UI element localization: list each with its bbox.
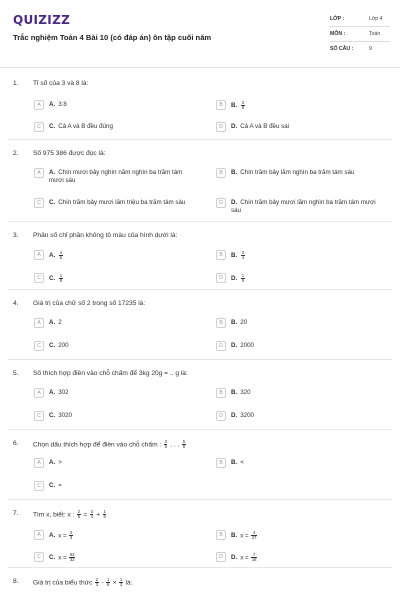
fraction <box>251 553 257 562</box>
option-letter: B. <box>231 169 238 176</box>
option-text <box>231 100 246 110</box>
option-letter: C. <box>49 199 56 206</box>
meta-label: LỚP : <box>330 16 345 22</box>
fraction <box>59 251 62 260</box>
option-box[interactable]: B <box>216 168 226 178</box>
option-text: C. Chín trăm bảy mươi lăm triệu ba trăm tám sáu <box>49 199 186 206</box>
option-text: A. 3:8 <box>49 101 67 108</box>
option-text: A. x = $\frac{2}{3}$ <box>49 530 73 541</box>
option-text: D. 2000 <box>231 342 254 349</box>
numerator: 1 <box>103 509 106 514</box>
option-c[interactable] <box>34 341 194 351</box>
numerator: 2 <box>77 509 81 514</box>
option-box[interactable]: D <box>216 411 226 421</box>
option-a[interactable] <box>34 100 194 110</box>
option-d[interactable] <box>216 341 376 351</box>
option-box[interactable]: C <box>34 341 44 351</box>
option-box[interactable]: B <box>216 388 226 398</box>
fraction <box>59 274 62 283</box>
option-text: A. 2 <box>49 319 62 326</box>
option-text: D. 3200 <box>231 412 254 419</box>
denominator: 8 <box>241 105 245 111</box>
question-number: 7. <box>13 510 19 517</box>
option-letter: D. <box>231 342 238 349</box>
option-a[interactable] <box>34 168 194 185</box>
option-letter: D. <box>231 123 238 130</box>
option-box[interactable]: D <box>216 552 226 562</box>
meta-label: SỐ CÂU : <box>330 46 354 52</box>
option-b[interactable] <box>216 168 376 178</box>
question-number: 8. <box>13 578 19 585</box>
question-number: 4. <box>13 300 19 307</box>
denominator: 6 <box>103 514 106 520</box>
question-divider <box>8 567 392 568</box>
option-b[interactable] <box>216 530 376 540</box>
option-b[interactable] <box>216 250 376 260</box>
option-letter: D. <box>231 199 238 206</box>
numerator: 5 <box>182 439 186 444</box>
numerator: 4 <box>59 250 63 255</box>
option-box[interactable]: C <box>34 198 44 208</box>
fraction <box>69 531 72 540</box>
option-letter: A. <box>49 252 56 260</box>
option-box[interactable]: D <box>216 341 226 351</box>
fraction <box>103 510 106 519</box>
option-d[interactable] <box>216 198 376 215</box>
numerator: 1 <box>241 273 245 278</box>
option-box[interactable]: A <box>34 458 44 468</box>
option-d[interactable] <box>216 273 376 283</box>
option-text: B. x = $\frac{4}{27}$ <box>231 530 257 541</box>
question-number: 1. <box>13 80 19 87</box>
question-text: Số thích hợp điền vào chỗ chấm để 3kg 20g = .. g là: <box>33 370 188 377</box>
denominator: 5 <box>59 255 63 261</box>
option-c[interactable] <box>34 552 194 562</box>
option-text: B. 320 <box>231 389 251 396</box>
question-text: Tỉ số của 3 và 8 là: <box>33 80 89 87</box>
question-text: Chọn dấu thích hợp để điền vào chỗ chấm : $\frac{3}{5}$ . . . $\frac{5}{8}$ <box>33 439 186 450</box>
question-text: Giá trị của chữ số 2 trong số 17235 là: <box>33 300 146 307</box>
denominator: 8 <box>182 444 186 450</box>
option-a[interactable] <box>34 250 194 260</box>
question-text: Tìm x, biết: x : $\frac{2}{5}$ = $\frac{3}{4}$ + $\frac{1}{6}$ <box>33 509 106 520</box>
fraction <box>241 251 244 260</box>
option-box[interactable]: A <box>34 388 44 398</box>
question-divider <box>8 499 392 500</box>
question-number: 3. <box>13 232 19 239</box>
denominator: 5 <box>241 278 245 284</box>
option-letter: A. <box>49 459 56 466</box>
fraction <box>251 531 257 540</box>
numerator: 2 <box>69 530 73 535</box>
denominator: 8 <box>59 278 63 284</box>
question-divider <box>8 289 392 290</box>
option-text: A. > <box>49 459 62 466</box>
option-letter: B. <box>231 102 238 110</box>
option-c[interactable] <box>34 273 194 283</box>
fraction <box>77 510 80 519</box>
option-letter: C. <box>49 482 56 489</box>
denominator: 3 <box>95 582 99 588</box>
option-b[interactable] <box>216 388 376 398</box>
numerator: 1 <box>106 577 110 582</box>
denominator: 18 <box>251 557 257 563</box>
question-number: 6. <box>13 440 19 447</box>
option-box[interactable]: A <box>34 168 44 178</box>
option-text <box>49 273 64 283</box>
option-letter: C. <box>49 275 56 283</box>
denominator: 27 <box>251 535 257 541</box>
option-letter: D. <box>231 554 238 562</box>
option-b[interactable] <box>216 318 376 328</box>
option-letter: B. <box>231 319 238 326</box>
meta-value: Lớp 4 <box>369 16 383 22</box>
option-letter: A. <box>49 389 56 396</box>
numerator: 3 <box>241 100 245 105</box>
option-box[interactable]: D <box>216 273 226 283</box>
fraction <box>164 440 167 449</box>
question-number: 2. <box>13 150 19 157</box>
option-box[interactable]: B <box>216 100 226 110</box>
question-divider <box>8 221 392 222</box>
fraction <box>241 274 244 283</box>
denominator: 5 <box>77 514 81 520</box>
option-b[interactable] <box>216 100 376 110</box>
option-box[interactable]: C <box>34 552 44 562</box>
numerator: 3 <box>164 439 167 444</box>
option-box[interactable]: B <box>216 318 226 328</box>
option-text: A. Chín mươi bảy nghìn năm nghìn ba trăm tám mươi sáu <box>49 169 183 184</box>
denominator: 4 <box>241 255 245 261</box>
numerator: 2 <box>95 577 99 582</box>
numerator: 3 <box>241 250 245 255</box>
option-c[interactable] <box>34 481 194 491</box>
fraction <box>182 440 185 449</box>
option-text: B. < <box>231 459 244 466</box>
denominator: 32 <box>69 557 75 563</box>
option-text: D. Cả A và B đều sai <box>231 123 290 130</box>
option-box[interactable]: A <box>34 250 44 260</box>
fraction <box>106 578 109 587</box>
option-text <box>231 250 246 260</box>
option-letter: B. <box>231 532 238 540</box>
meta-value: 9 <box>369 46 372 52</box>
option-text: A. 302 <box>49 389 69 396</box>
option-box[interactable]: D <box>216 198 226 208</box>
question-number: 5. <box>13 370 19 377</box>
option-text: B. 20 <box>231 319 248 326</box>
option-text: C. 200 <box>49 342 69 349</box>
option-letter: C. <box>49 342 56 349</box>
question-text: Giá trị của biểu thức $\frac{2}{3}$ - $\frac{1}{6}$ × $\frac{1}{3}$ là: <box>33 577 133 588</box>
meta-value: Toán <box>369 31 381 37</box>
option-letter: A. <box>49 169 56 176</box>
option-text: C. Cả A và B đều đúng <box>49 123 113 130</box>
option-letter: D. <box>231 412 238 419</box>
option-box[interactable]: B <box>216 458 226 468</box>
question-text: Số 975 386 được đọc là: <box>33 150 106 157</box>
option-box[interactable]: A <box>34 100 44 110</box>
question-divider <box>8 139 392 140</box>
denominator: 3 <box>69 535 73 541</box>
option-box[interactable]: A <box>34 318 44 328</box>
option-d[interactable] <box>216 122 376 132</box>
option-text: C. = <box>49 482 62 489</box>
option-c[interactable] <box>34 198 194 208</box>
denominator: 3 <box>119 582 123 588</box>
question-divider <box>8 359 392 360</box>
option-b[interactable] <box>216 458 376 468</box>
option-a[interactable] <box>34 458 194 468</box>
numerator: 1 <box>119 577 123 582</box>
option-letter: A. <box>49 532 56 540</box>
option-letter: C. <box>49 412 56 419</box>
option-box[interactable]: A <box>34 530 44 540</box>
option-box[interactable]: C <box>34 122 44 132</box>
option-box[interactable]: B <box>216 250 226 260</box>
option-box[interactable]: C <box>34 411 44 421</box>
option-letter: A. <box>49 101 56 108</box>
numerator: 4 <box>253 530 256 535</box>
denominator: 4 <box>90 514 93 520</box>
option-a[interactable] <box>34 388 194 398</box>
option-d[interactable] <box>216 411 376 421</box>
option-box[interactable]: D <box>216 122 226 132</box>
option-a[interactable] <box>34 318 194 328</box>
option-letter: D. <box>231 275 238 283</box>
quizizz-logo: QUIZIZZ <box>13 13 71 27</box>
fraction <box>69 553 75 562</box>
option-c[interactable] <box>34 411 194 421</box>
page-title: Trắc nghiệm Toán 4 Bài 10 (có đáp án) ôn tập cuối năm <box>13 33 212 42</box>
fraction <box>119 578 122 587</box>
option-text <box>231 273 246 283</box>
meta-label: MÔN : <box>330 31 346 37</box>
option-text: D. Chín trăm bảy mươi lăm nghìn ba trăm tám mươi sáu <box>231 199 376 214</box>
denominator: 6 <box>106 582 110 588</box>
option-text: D. x = $\frac{7}{18}$ <box>231 552 257 563</box>
numerator: 1 <box>59 273 63 278</box>
option-d[interactable] <box>216 552 376 562</box>
denominator: 5 <box>164 444 167 450</box>
question-divider <box>8 429 392 430</box>
option-letter: B. <box>231 459 238 466</box>
fraction <box>90 510 93 519</box>
option-box[interactable]: C <box>34 481 44 491</box>
option-letter: A. <box>49 319 56 326</box>
option-a[interactable] <box>34 530 194 540</box>
option-text: C. x = $\frac{63}{32}$ <box>49 552 75 563</box>
option-letter: B. <box>231 252 238 260</box>
option-box[interactable]: B <box>216 530 226 540</box>
option-letter: C. <box>49 123 56 130</box>
option-letter: C. <box>49 554 56 562</box>
option-box[interactable]: C <box>34 273 44 283</box>
fraction <box>241 101 244 110</box>
numerator: 7 <box>253 552 256 557</box>
question-text: Phân số chỉ phần không tô màu của hình dưới là: <box>33 232 178 239</box>
numerator: 63 <box>69 552 75 557</box>
fraction <box>95 578 98 587</box>
option-text: C. 3020 <box>49 412 72 419</box>
option-text: B. Chín trăm bảy lăm nghìn ba trăm tám sáu <box>231 169 355 176</box>
option-letter: B. <box>231 389 238 396</box>
option-c[interactable] <box>34 122 194 132</box>
option-text <box>49 250 64 260</box>
numerator: 3 <box>90 509 93 514</box>
